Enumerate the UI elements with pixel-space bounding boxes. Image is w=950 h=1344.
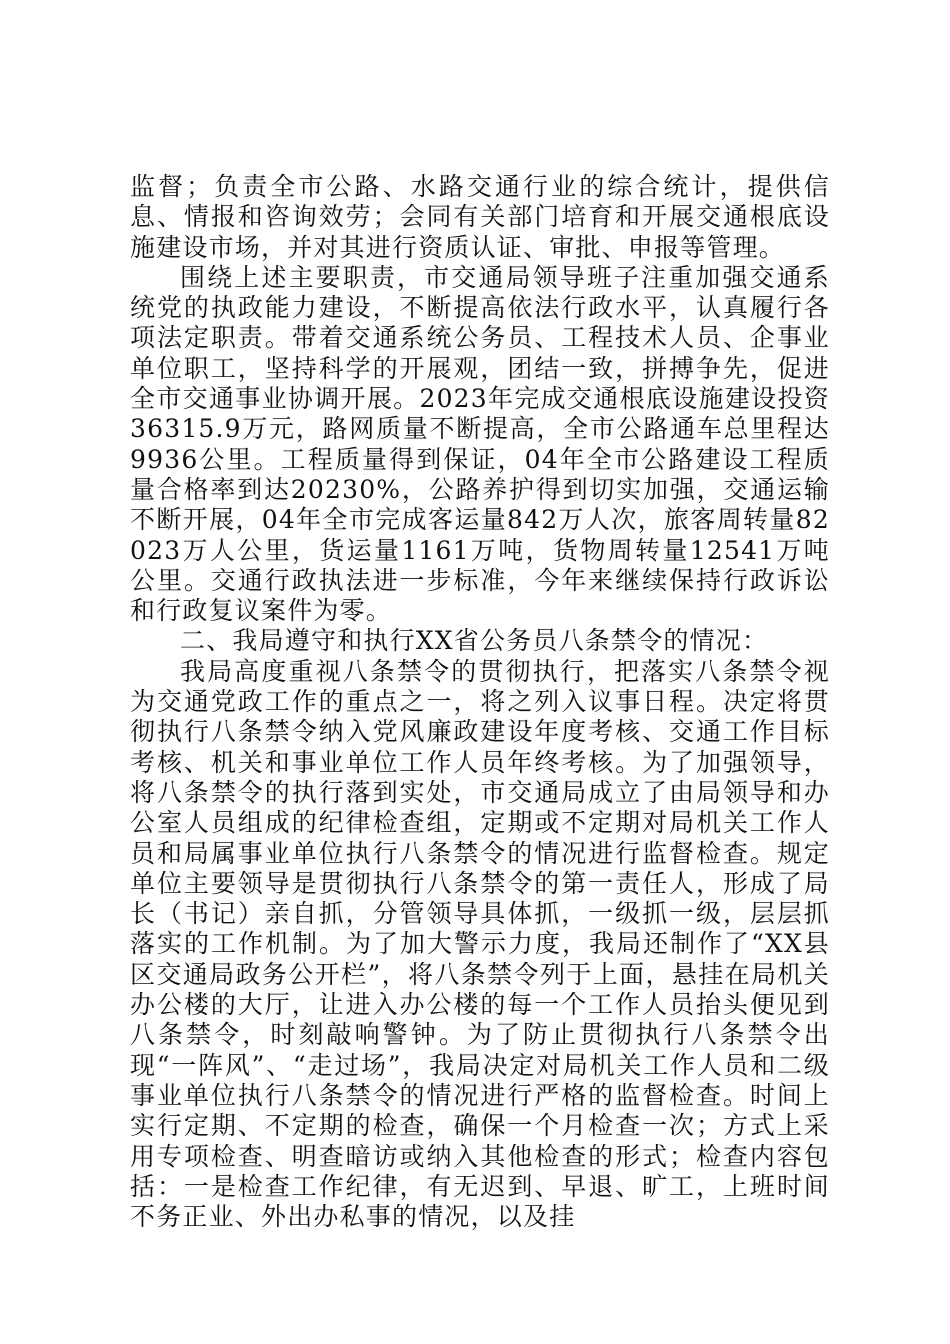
paragraph-implementation: 我局高度重视八条禁令的贯彻执行，把落实八条禁令视为交通党政工作的重点之一，将之列入议事日程。决定将贯彻执行八条禁令纳入党风廉政建设年度考核、交通工作目标考核、机关和事业单位工作人员年终考核。为了加强领导，将八条禁令的执行落到实处，市交通局成立了由局领导和办公室人员组成的纪律检查组，定期或不定期对局机关工作人员和局属事业单位执行八条禁令的情况进行监督检查。规定单位主要领导是贯彻执行八条禁令的第一责任人，形成了局长（书记）亲自抓，分管领导具体抓，一级抓一级，层层抓落实的工作机制。为了加大警示力度，我局还制作了“XX县区交通局政务公开栏”，将八条禁令列于上面，悬挂在局机关办公楼的大厅，让进入办公楼的每一个工作人员抬头便见到八条禁令，时刻敲响警钟。为了防止贯彻执行八条禁令出现“一阵风”、“走过场”，我局决定对局机关工作人员和二级事业单位执行八条禁令的情况进行严格的监督检查。时间上实行定期、不定期的检查，确保一个月检查一次；方式上采用专项检查、明查暗访或纳入其他检查的形式；检查内容包括：一是检查工作纪律，有无迟到、早退、旷工，上班时间不务正业、外出办私事的情况，以及挂 <box>130 656 830 1232</box>
document-body <box>130 172 830 1232</box>
section-heading-eight-prohibitions: 二、我局遵守和执行XX省公务员八条禁令的情况： <box>180 626 769 656</box>
paragraph-achievements: 围绕上述主要职责，市交通局领导班子注重加强交通系统党的执政能力建设，不断提高依法行政水平，认真履行各项法定职责。带着交通系统公务员、工程技术人员、企事业单位职工，坚持科学的开展观，团结一致，拼搏争先，促进全市交通事业协调开展。2023年完成交通根底设施建设投资36315.9万元，路网质量不断提高，全市公路通车总里程达9936公里。工程质量得到保证，04年全市公路建设工程质量合格率到达20230%，公路养护得到切实加强，交通运输不断开展，04年全市完成客运量842万人次，旅客周转量82023万人公里，货运量1161万吨，货物周转量12541万吨公里。交通行政执法进一步标准，今年来继续保持行政诉讼和行政复议案件为零。 <box>130 262 830 626</box>
paragraph-duties-continued: 监督；负责全市公路、水路交通行业的综合统计，提供信息、情报和咨询效劳；会同有关部门培育和开展交通根底设施建设市场，并对其进行资质认证、审批、申报等管理。 <box>130 172 830 262</box>
